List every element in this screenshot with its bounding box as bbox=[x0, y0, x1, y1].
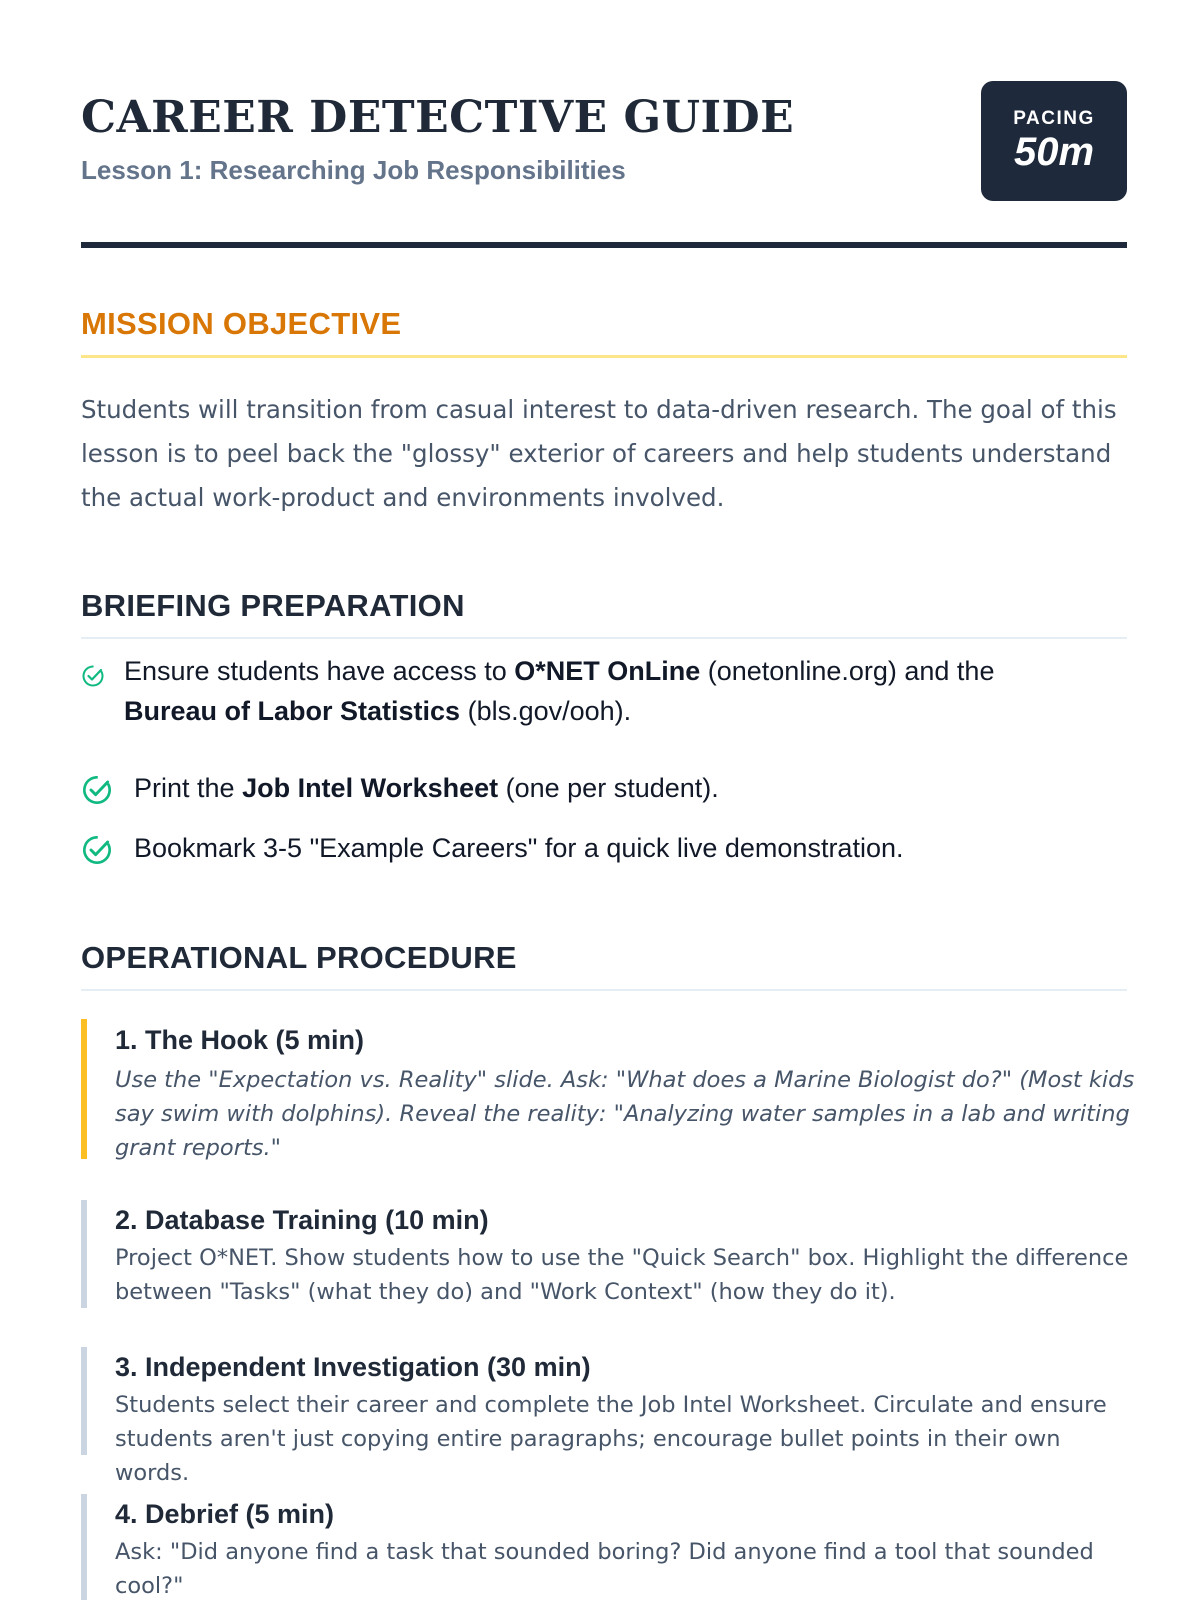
checklist-item-text: Bookmark 3-5 "Example Careers" for a quick live demonstration. bbox=[134, 833, 904, 863]
checklist-item bbox=[81, 828, 1127, 872]
step-title: 3. Independent Investigation (30 min) bbox=[115, 1352, 591, 1382]
mission-title: MISSION OBJECTIVE bbox=[81, 306, 402, 341]
briefing-title: BRIEFING PREPARATION bbox=[81, 588, 465, 623]
procedure-step-hook bbox=[81, 1019, 1133, 1159]
step-body: Ask: "Did anyone find a task that sounded boring? Did anyone find a tool that sounded cool?" bbox=[115, 1539, 1094, 1599]
pacing-label: PACING bbox=[1013, 108, 1095, 129]
step-body: Students select their career and complete the Job Intel Worksheet. Circulate and ensure students aren't just copying entire paragraphs; encourage bullet points in their own words. bbox=[115, 1392, 1107, 1486]
checklist-item-text: Print the Job Intel Worksheet (one per student). bbox=[134, 773, 719, 803]
procedure-step-independent-investigation bbox=[81, 1347, 1133, 1486]
step-title: 2. Database Training (10 min) bbox=[115, 1205, 489, 1235]
step-body: Project O*NET. Show students how to use the "Quick Search" box. Highlight the difference between "Tasks" (what they do) and "Work Context" (how they do it). bbox=[115, 1245, 1129, 1305]
procedure-title: OPERATIONAL PROCEDURE bbox=[81, 940, 517, 975]
page-subtitle: Lesson 1: Researching Job Responsibilities bbox=[81, 155, 626, 185]
check-circle-icon bbox=[81, 774, 113, 806]
checklist-item bbox=[81, 651, 1127, 735]
mission-divider bbox=[81, 355, 1127, 358]
lesson-guide-page bbox=[81, 0, 1135, 1599]
checklist-item bbox=[81, 768, 1127, 812]
pacing-badge bbox=[981, 81, 1127, 201]
step-title: 1. The Hook (5 min) bbox=[115, 1025, 365, 1055]
checklist-item-text-cont: Bureau of Labor Statistics (bls.gov/ooh). bbox=[124, 696, 632, 726]
procedure-step-debrief bbox=[81, 1494, 1133, 1600]
check-circle-icon bbox=[81, 834, 113, 866]
step-body: Use the "Expectation vs. Reality" slide. Ask: "What does a Marine Biologist do?" (Most kids say swim with dolphins). Reveal the reality: "Analyzing water samples in a lab and writing grant reports." bbox=[115, 1067, 1135, 1161]
step-title: 4. Debrief (5 min) bbox=[115, 1499, 335, 1529]
pacing-value: 50m bbox=[1013, 130, 1095, 174]
mission-text: Students will transition from casual interest to data-driven research. The goal of this lesson is to peel back the "glossy" exterior of careers and help students understand the actual work-product and environments involved. bbox=[81, 395, 1117, 512]
procedure-step-database-training bbox=[81, 1200, 1133, 1308]
check-circle-icon bbox=[81, 664, 105, 688]
header bbox=[81, 0, 1127, 248]
procedure-divider bbox=[81, 989, 1127, 991]
checklist-item-text: Ensure students have access to O*NET OnLine (onetonline.org) and the bbox=[124, 656, 995, 686]
page-title: CAREER DETECTIVE GUIDE bbox=[81, 92, 795, 143]
header-divider bbox=[81, 242, 1127, 248]
briefing-divider bbox=[81, 637, 1127, 639]
